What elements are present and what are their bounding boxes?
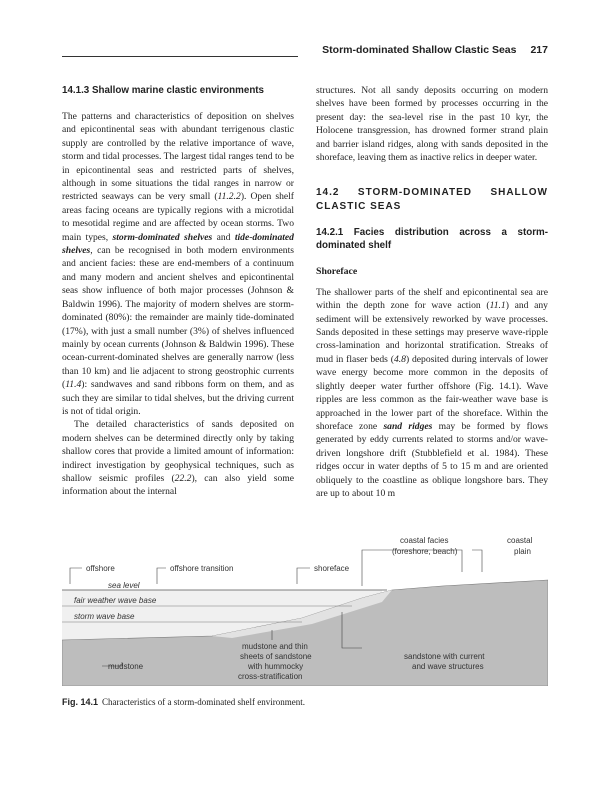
coastal-plain-leader [472,550,482,572]
shoreface-leader [297,568,310,584]
label-shoreface: shoreface [314,564,350,573]
section-heading-14-1-3: 14.1.3 Shallow marine clastic environments [62,85,265,96]
cross-reference: 11.1 [489,300,506,312]
text-run: ): sandwaves and sand ribbons form on them, and as such they are similar to tidal shelves, but the driving current is not of tidal origin. [62,379,294,417]
label-coastal-facies-detail: (foreshore, beach) [392,547,458,556]
label-storm-wave-base: storm wave base [74,612,135,621]
running-head [300,44,548,56]
label-sandstone-2: and wave structures [412,662,484,671]
caption-text: Characteristics of a storm-dominated shelf environment. [102,697,305,707]
cross-reference: 11.4 [65,379,82,391]
header-rule [62,56,298,57]
text-run: ) deposited during intervals of lower wave energy become more common in the deposits of slightly deeper water further offshore (Fig. 14.1). Wave ripples are less common as the fair-weather wave base is approached in the lower part of the shoreface. Within the shoreface zone [316,353,549,432]
paragraph: structures. Not all sandy deposits occurring on modern shelves have been formed by processes occurring in the present day: the sea-level rise in the past 10 kyr, the Holocene transgression, has drowned former strand plain and barrier island ridges, along with sands deposited in the shoreface, leaving them as inactive relics in deeper water. [316,85,548,164]
right-column [316,84,548,500]
subsection-heading-14-2-1: 14.2.1 Facies distribution across a storm-dominated shelf [316,227,548,252]
paragraph [62,418,294,498]
label-mudstone-thin-4: cross-stratification [238,672,303,681]
label-mudstone-thin-3: with hummocky [248,662,304,671]
page-number: 217 [530,44,548,56]
key-term: storm-dominated shelves [112,231,213,243]
label-coastal-plain: coastal [507,536,533,545]
text-run: The detailed characteristics of sands deposited on modern shelves can be determined directly only by taking shallow cores that provide a limited amount of information: indirect investigation by geophysical techniques, such as shallow seismic profiles ( [62,419,294,484]
text-run: The patterns and characteristics of deposition on shelves and epicontinental seas with abundant terrigenous clastic supply are controlled by the relative importance of wave, storm and tidal processes. The largest tidal ranges tend to be in epicontinental seas and restricted parts of shelves, although in some situations the tidal ranges in narrow or restricted seaways can be very small ( [62,111,294,203]
shelf-cross-section-diagram [62,528,548,686]
label-offshore-transition: offshore transition [170,564,234,573]
label-sandstone-1: sandstone with current [404,652,485,661]
paragraph [62,110,294,418]
text-run: , can be recognised in both modern environments and ancient facies: these are end-members of a continuum and many modern and ancient shelves and epicontinental seas show influence of both major processes (Johnson & Baldwin 1996). The majority of modern shelves are storm-dominated (80%): the remainder are mainly tide-dominated (17%), with just a small number (3%) of shelves influenced mainly by ocean currents (Johnson & Baldwin 1996). These ocean-current-dominated shelves are generally narrow (less than 10 km) and lie adjacent to strong geostrophic currents ( [62,245,294,391]
text-run: and [212,231,235,243]
key-term: sand ridges [383,420,433,432]
text-run: may be formed by flows generated by eddy currents related to storms and/or wave-driven longshore drift (Stubblefield et al. 1984). These ridges occur in water depths of 5 to 15 m and are oriented obliquely to the coastline as oblique longshore bars. They are up to about 10 m [316,420,548,499]
key-term: tide-dominated shelves [62,231,294,257]
label-sea-level: sea level [108,581,140,590]
label-coastal-facies: coastal facies [400,536,449,545]
label-offshore: offshore [86,564,115,573]
paragraph [316,286,548,501]
offshore-leader [70,568,82,584]
label-mudstone-thin-1: mudstone and thin [242,642,308,651]
cross-reference: 4.8 [393,353,406,365]
cross-reference: 11.2.2 [217,191,241,203]
running-title: Storm-dominated Shallow Clastic Seas [322,44,517,56]
text-run: ), can also yield some information about the internal [62,472,294,498]
subsubsection-heading: Shoreface [316,266,358,278]
label-mudstone-thin-2: sheets of sandstone [240,652,312,661]
section-heading-14-2: 14.2 STORM-DOMINATED SHALLOW CLASTIC SEAS [316,187,548,213]
offshore-transition-leader [157,568,166,584]
cross-reference: 22.2 [174,472,192,484]
figure-caption [62,697,548,707]
label-fair-weather-wave-base: fair weather wave base [74,596,157,605]
text-run: The shallower parts of the shelf and epicontinental sea are within the depth zone for wave action ( [316,286,548,312]
label-coastal-plain-2: plain [514,547,531,556]
text-run: ) and any sediment will be extensively reworked by wave processes. Sands deposited in these settings may preserve wave-ripple cross-lamination and horizontal stratification. Streaks of mud in flaser beds ( [316,300,548,365]
label-mudstone: mudstone [108,662,144,671]
text-run: ). Open shelf areas facing oceans are typically regions with a microtidal to mesotidal regime and are affected by ocean storms. Two main types, [62,191,294,243]
left-column [62,84,294,499]
figure-14-1 [62,528,548,686]
caption-label: Fig. 14.1 [62,697,99,707]
